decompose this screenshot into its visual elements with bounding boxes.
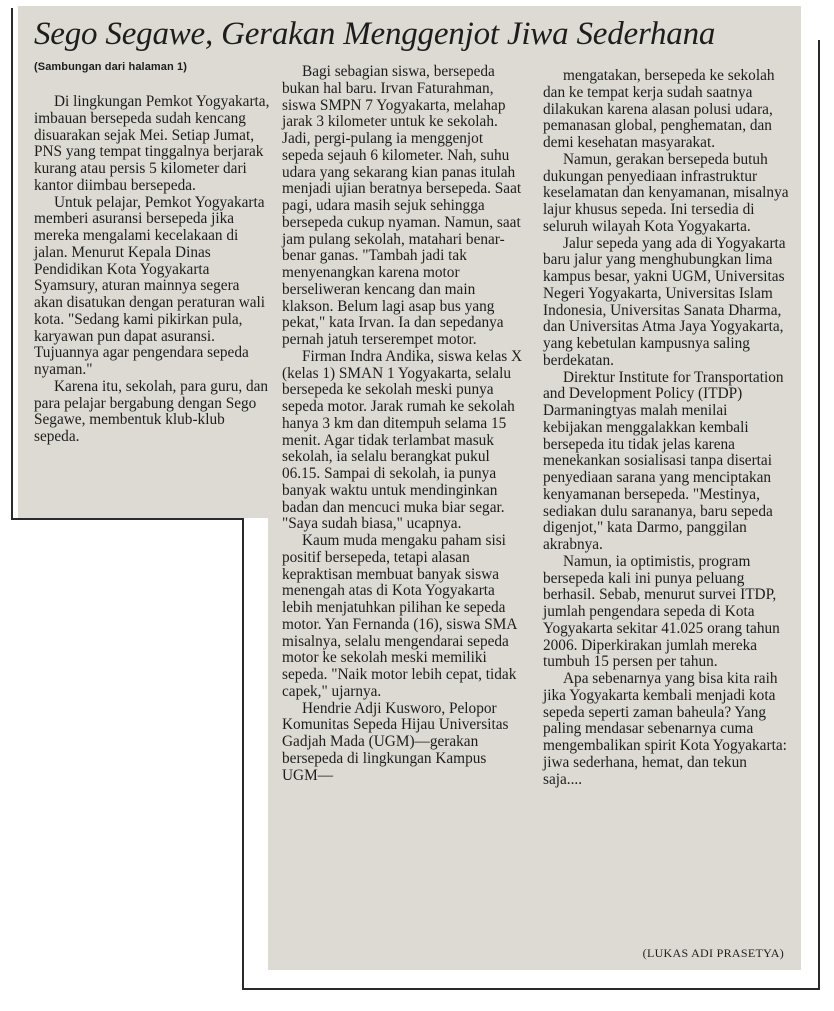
paragraph: Firman Indra Andika, siswa kelas X (kelas 1) SMAN 1 Yogyakarta, selalu bersepeda ke sekolah meski punya sepeda motor. Jarak rumah ke sekolah hanya 3 km dan ditempuh selama 15 menit. Agar tidak terlambat masuk sekolah, ia selalu berangkat pukul 06.15. Sampai di sekolah, ia punya banyak waktu untuk mendinginkan badan dan mencuci muka biar segar. "Saya sudah biasa," ucapnya. (282, 347, 523, 533)
article-title: Sego Segawe, Gerakan Menggenjot Jiwa Sederhana (34, 16, 716, 52)
paragraph: Kaum muda mengaku paham sisi positif bersepeda, tetapi alasan kepraktisan membuat banyak siswa menengah atas di Kota Yogyakarta lebih menjatuhkan pilihan ke sepeda motor. Yan Fernanda (16), siswa SMA misalnya, selalu mengendarai sepeda motor ke sekolah meski memiliki sepeda. "Naik motor lebih cepat, tidak capek," ujarnya. (282, 532, 517, 700)
cut-line-right (818, 40, 820, 990)
cut-line-step (11, 518, 244, 520)
column-2 (282, 64, 523, 784)
paragraph: Karena itu, sekolah, para guru, dan para pelajar bergabung dengan Sego Segawe, membentuk klub-klub sepeda. (34, 377, 269, 445)
author-byline: (LUKAS ADI PRASETYA) (642, 946, 784, 960)
cut-line-left (11, 8, 13, 520)
paragraph: Apa sebenarnya yang bisa kita raih jika Yogyakarta kembali menjadi kota sepeda seperti zaman baheula? Yang paling mendasar sebenarnya cuma mengembalikan spirit Kota Yogyakarta: jiwa sederhana, hemat, dan tekun saja.... (543, 670, 787, 788)
paragraph: Direktur Institute for Transportation and Development Policy (ITDP) Darmaningtyas malah menilai kebijakan menggalakkan kembali bersepeda itu tidak jelas karena menekankan sosialisasi tanpa disertai penyediaan sarana yang menciptakan kenyamanan bersepeda. "Mestinya, sediakan dulu sarananya, baru sepeda digenjot," kata Darmo, panggilan akrabnya. (543, 368, 784, 553)
column-3 (543, 68, 789, 788)
paragraph: Untuk pelajar, Pemkot Yogyakarta memberi asuransi bersepeda jika mereka mengalami kecelakaan di jalan. Menurut Kepala Dinas Pendidikan Kota Yogyakarta Syamsury, aturan mainnya segera akan disatukan dengan peraturan wali kota. "Sedang kami pikirkan pula, karyawan pun dapat asuransi. Tujuannya agar pengendara sepeda nyaman." (34, 193, 266, 378)
column-1 (34, 94, 270, 446)
paragraph: Namun, gerakan bersepeda butuh dukungan penyediaan infrastruktur keselamatan dan kenyamanan, misalnya lajur khusus sepeda. Ini tersedia di seluruh wilayah Kota Yogyakarta. (543, 150, 789, 235)
cut-line-inner (242, 518, 244, 990)
paragraph: Jalur sepeda yang ada di Yogyakarta baru jalur yang menghubungkan lima kampus besar, yakni UGM, Universitas Negeri Yogyakarta, Universitas Islam Indonesia, Universitas Sanata Dharma, dan Universitas Atma Jaya Yogyakarta, yang kebetulan kampusnya saling berdekatan. (543, 234, 786, 369)
paragraph: Bagi sebagian siswa, bersepeda bukan hal baru. Irvan Faturahman, siswa SMPN 7 Yogyakarta, melahap jarak 3 kilometer untuk ke sekolah. Jadi, pergi-pulang ia menggenjot sepeda sejauh 6 kilometer. Nah, suhu udara yang sekarang kian panas itulah menjadi ujian beratnya bersepeda. Saat pagi, udara masih sejuk sehingga bersepeda cukup nyaman. Namun, saat jam pulang sekolah, matahari benar-benar ganas. "Tambah jadi tak menyenangkan karena motor berseliweran kencang dan main klakson. Belum lagi asap bus yang pekat," kata Irvan. Ia dan sepedanya pernah jatuh terserempet motor. (282, 63, 522, 348)
paragraph: Namun, ia optimistis, program bersepeda kali ini punya peluang berhasil. Sebab, menurut survei ITDP, jumlah pengendara sepeda di Kota Yogyakarta sekitar 41.025 orang tahun 2006. Diperkirakan jumlah mereka tumbuh 15 persen per tahun. (543, 552, 780, 671)
cut-line-bottom (242, 988, 820, 990)
continuation-note: (Sambungan dari halaman 1) (34, 61, 187, 73)
paragraph: Hendrie Adji Kusworo, Pelopor Komunitas Sepeda Hijau Universitas Gadjah Mada (UGM)—gerakan bersepeda di lingkungan Kampus UGM— (282, 699, 509, 784)
paragraph: Di lingkungan Pemkot Yogyakarta, imbauan bersepeda sudah kencang disuarakan sejak Mei. Setiap Jumat, PNS yang tempat tinggalnya berjarak kurang atau persis 5 kilometer dari kantor diimbau bersepeda. (34, 93, 270, 194)
paragraph: mengatakan, bersepeda ke sekolah dan ke tempat kerja sudah saatnya dilakukan karena alasan polusi udara, pemanasan global, penghematan, dan demi kesehatan masyarakat. (543, 67, 775, 151)
